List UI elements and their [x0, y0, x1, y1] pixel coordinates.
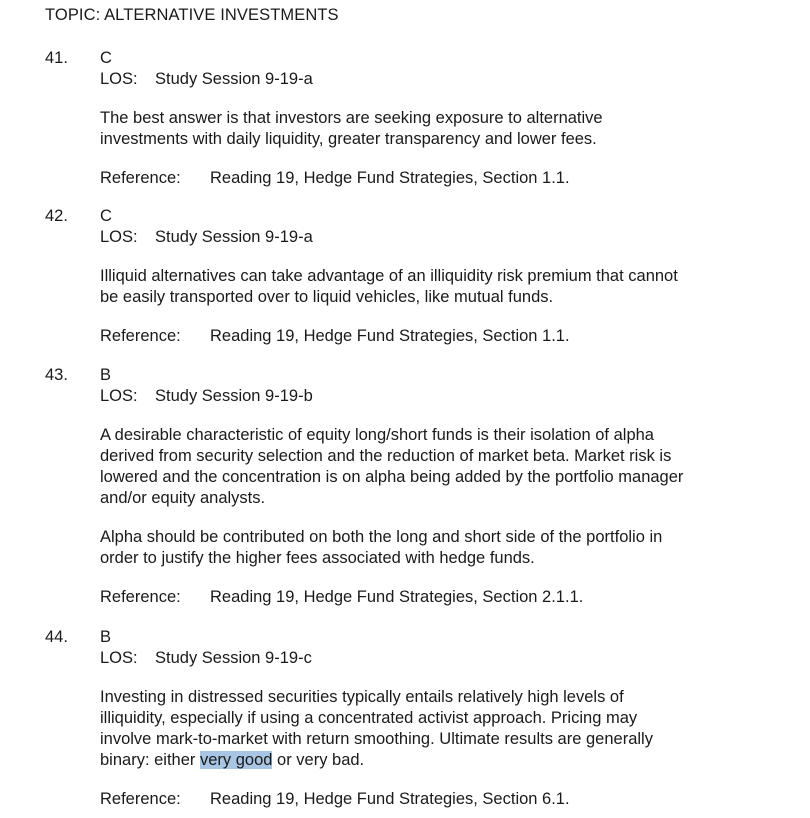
- explanation-paragraph: [100, 425, 760, 509]
- explanation-paragraph: [100, 108, 760, 150]
- los-value: Study Session 9-19-c: [155, 649, 312, 667]
- selected-text[interactable]: very good: [199, 751, 273, 769]
- question-body: [100, 206, 760, 347]
- explanation-paragraph: [100, 266, 760, 308]
- los-label: LOS:: [100, 649, 138, 667]
- question-body: [100, 627, 760, 810]
- answer-letter: C: [100, 49, 112, 67]
- text-line[interactable]: Alpha should be contributed on both the long and short side of the portfolio in: [100, 528, 663, 546]
- text-line[interactable]: The best answer is that investors are seeking exposure to alternative: [100, 109, 603, 127]
- text-line[interactable]: be easily transported over to liquid vehicles, like mutual funds.: [100, 288, 554, 306]
- text-line[interactable]: and/or equity analysts.: [100, 489, 266, 507]
- explanation-paragraph: [100, 687, 760, 771]
- reference-value: Reading 19, Hedge Fund Strategies, Section 6.1.: [210, 790, 570, 808]
- los-label: LOS:: [100, 70, 138, 88]
- reference-value: Reading 19, Hedge Fund Strategies, Section 2.1.1.: [210, 588, 584, 606]
- text-line[interactable]: involve mark-to-market with return smoothing. Ultimate results are generally: [100, 730, 653, 748]
- question-number: 42.: [45, 207, 68, 225]
- reference-label: Reference:: [100, 588, 181, 606]
- reference-label: Reference:: [100, 790, 181, 808]
- question-number: 41.: [45, 49, 68, 67]
- answer-letter: B: [100, 628, 112, 646]
- reference-label: Reference:: [100, 169, 181, 187]
- text-before-selection[interactable]: binary: either: [100, 751, 200, 769]
- text-line-with-selection[interactable]: [100, 750, 760, 771]
- text-line[interactable]: illiquidity, especially if using a concentrated activist approach. Pricing may: [100, 709, 638, 727]
- los-line: [100, 648, 760, 669]
- explanation-paragraph: [100, 527, 760, 569]
- text-line[interactable]: derived from security selection and the reduction of market beta. Market risk is: [100, 447, 672, 465]
- text-line[interactable]: investments with daily liquidity, greater transparency and lower fees.: [100, 130, 597, 148]
- text-line[interactable]: A desirable characteristic of equity long/short funds is their isolation of alpha: [100, 426, 654, 444]
- reference-label: Reference:: [100, 327, 181, 345]
- los-label: LOS:: [100, 228, 138, 246]
- reference-line: [100, 789, 760, 810]
- topic-heading: TOPIC: ALTERNATIVE INVESTMENTS: [45, 6, 339, 24]
- reference-line: [100, 587, 760, 608]
- text-line[interactable]: order to justify the higher fees associated with hedge funds.: [100, 549, 535, 567]
- reference-line: [100, 168, 760, 189]
- los-label: LOS:: [100, 387, 138, 405]
- los-line: [100, 386, 760, 407]
- los-value: Study Session 9-19-b: [155, 387, 313, 405]
- los-value: Study Session 9-19-a: [155, 228, 313, 246]
- reference-value: Reading 19, Hedge Fund Strategies, Section 1.1.: [210, 327, 570, 345]
- text-line[interactable]: Investing in distressed securities typically entails relatively high levels of: [100, 688, 624, 706]
- text-line[interactable]: lowered and the concentration is on alpha being added by the portfolio manager: [100, 468, 684, 486]
- los-line: [100, 69, 760, 90]
- question-body: [100, 365, 760, 608]
- los-value: Study Session 9-19-a: [155, 70, 313, 88]
- reference-value: Reading 19, Hedge Fund Strategies, Section 1.1.: [210, 169, 570, 187]
- question-number: 43.: [45, 366, 68, 384]
- question-body: [100, 48, 760, 189]
- answer-letter: B: [100, 366, 112, 384]
- text-after-selection[interactable]: or very bad.: [272, 751, 365, 769]
- reference-line: [100, 326, 760, 347]
- text-line[interactable]: Illiquid alternatives can take advantage of an illiquidity risk premium that cannot: [100, 267, 678, 285]
- answer-letter: C: [100, 207, 112, 225]
- question-number: 44.: [45, 628, 68, 646]
- los-line: [100, 227, 760, 248]
